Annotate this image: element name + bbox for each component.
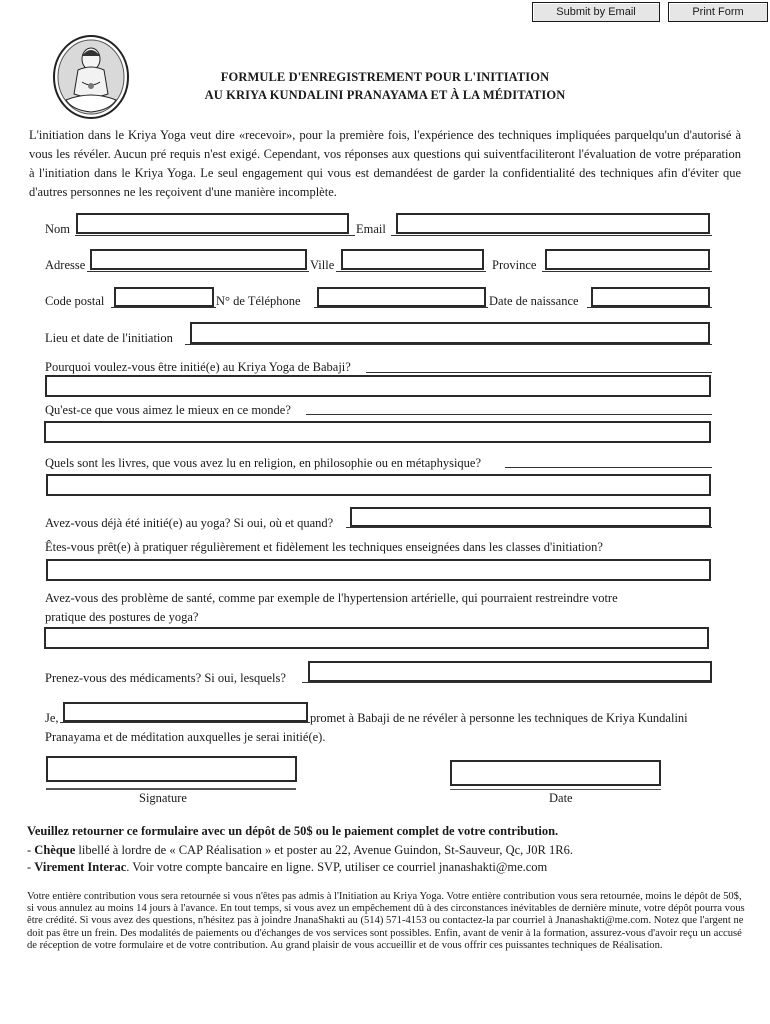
pledge-text: promet à Babaji de ne révéler à personne les techniques de Kriya Kundalini [310,711,688,725]
question-health-problems-line2: pratique des postures de yoga? [45,610,199,624]
pledge-text-line2: Pranayama et de méditation auxquelles je serai initié(e). [45,730,326,744]
code-postal-label: Code postal [45,294,105,308]
signature-line [46,788,296,790]
payment-virement: - Virement Interac. Voir votre compte bancaire en ligne. SVP, utiliser ce courriel jnanashakti@me.com [27,860,548,874]
form-title-line1: FORMULE D'ENREGISTREMENT POUR L'INITIATION [220,70,550,84]
naissance-label: Date de naissance [489,294,579,308]
question-already-initiated: Avez-vous déjà été initié(e) au yoga? Si oui, où et quand? [45,516,334,530]
medications-field[interactable] [308,661,712,682]
q3-underline [505,467,712,468]
adresse-underline [87,271,309,272]
intro-paragraph: L'initiation dans le Kriya Yoga veut dire «recevoir», pour la première fois, l'expérience des techniques impliquées parquelqu'un d'autorisé à vous les révéler. Aucun pré requis n'est exigé. Cependant, vos réponses aux questions qui suiventfaciliteront l'évaluation de votre préparation à l'initiation dans le Kriya Yoga. Le seul engagement qui vous est demandéest de garder la confidentialité des techniques afin d'éviter que d'autres personnes ne les reçoivent d'une manière incomplète. [29,128,741,199]
naissance-underline [587,307,712,308]
province-underline [542,271,712,272]
q4-underline [346,527,712,528]
refund-policy-paragraph: Votre entière contribution vous sera retournée si vous n'êtes pas admis à l'Initiation au Kriya Yoga. Votre entière contribution vous sera retournée, moins le dépôt de 50$, si vous annulez au moins 14 jours à l'avance. En tout temps, si vous avez un empêchement dû à des circonstances inévitables de dernière minute, votre dépôt pourra vous être crédité. Si vous avez des questions, n'hésitez pas à joindre JnanaShakti au (514) 571-4153 ou contactez-la par courriel à Jnanashakti@me.com. Notez que l'argent ne doit pas être un frein. Des modalités de paiements ou d'échanges de vos services sont possibles. Enfin, avant de venir à la formation, assurez-vous d'avoir reçu un accusé de réception de votre formulaire et de votre contribution. Au grand plaisir de vous accueillir et de vous offrir ces puissantes techniques de Réalisation. [27,891,745,951]
ville-field[interactable] [341,249,484,270]
virement-text: . Voir votre compte bancaire en ligne. SVP, utiliser ce courriel jnanashakti@me.com [126,860,548,874]
code-postal-field[interactable] [114,287,214,307]
ville-label: Ville [310,258,335,272]
code-postal-underline [111,307,216,308]
pledge-je-label: Je, [45,711,59,725]
lieu-date-field[interactable] [190,322,710,344]
pledge-name-field[interactable] [63,702,308,722]
email-underline [391,235,712,236]
date-field[interactable] [450,760,661,786]
why-initiate-field[interactable] [45,375,711,397]
ready-practice-field[interactable] [46,559,711,581]
health-problems-field[interactable] [44,627,709,649]
ville-underline [336,271,486,272]
question-love-most: Qu'est-ce que vous aimez le mieux en ce monde? [45,403,291,417]
cheque-text: libellé à lordre de « CAP Réalisation » et poster au 22, Avenue Guindon, St-Sauveur, Qc, J0R 1R6. [75,843,573,857]
books-read-field[interactable] [46,474,711,496]
form-title-line2: AU KRIYA KUNDALINI PRANAYAMA ET À LA MÉDITATION [204,88,566,102]
nom-field[interactable] [76,213,349,234]
lieu-date-label: Lieu et date de l'initiation [45,331,173,345]
email-field[interactable] [396,213,710,234]
love-most-field[interactable] [44,421,711,443]
q1-underline [366,372,712,373]
already-initiated-field[interactable] [350,507,711,527]
signature-field[interactable] [46,756,297,782]
submit-by-email-button[interactable]: Submit by Email [532,2,660,22]
province-field[interactable] [545,249,710,270]
question-medications: Prenez-vous des médicaments? Si oui, lesquels? [45,671,286,685]
telephone-underline [314,307,488,308]
virement-bold: Virement Interac [34,860,127,874]
cheque-bold: Chèque [34,843,76,857]
question-ready-practice: Êtes-vous prêt(e) à pratiquer régulièrement et fidèlement les techniques enseignées dans les classes d'initiation? [45,540,603,554]
email-label: Email [356,222,386,236]
signature-label: Signature [139,791,187,805]
q2-underline [306,414,712,415]
telephone-label: N° de Téléphone [216,294,301,308]
meditating-figure-icon [52,34,130,120]
adresse-field[interactable] [90,249,307,270]
naissance-field[interactable] [591,287,710,307]
question-health-problems-line1: Avez-vous des problème de santé, comme par exemple de l'hypertension artérielle, qui pourraient restreindre votre [45,591,618,605]
telephone-field[interactable] [317,287,486,307]
date-label: Date [549,791,573,805]
question-why-initiate: Pourquoi voulez-vous être initié(e) au Kriya Yoga de Babaji? [45,360,351,374]
print-form-button[interactable]: Print Form [668,2,768,22]
pledge-underline [60,722,310,723]
payment-cheque: - Chèque libellé à lordre de « CAP Réalisation » et poster au 22, Avenue Guindon, St-Sauveur, Qc, J0R 1R6. [27,843,573,857]
q7-underline [302,682,712,683]
province-label: Province [492,258,537,272]
date-line [450,789,661,790]
adresse-label: Adresse [45,258,86,272]
nom-label: Nom [45,222,70,236]
question-books-read: Quels sont les livres, que vous avez lu en religion, en philosophie ou en métaphysique? [45,456,482,470]
return-instructions: Veuillez retourner ce formulaire avec un dépôt de 50$ ou le paiement complet de votre contribution. [27,824,559,838]
nom-underline [75,235,355,236]
lieu-date-underline [185,344,712,345]
